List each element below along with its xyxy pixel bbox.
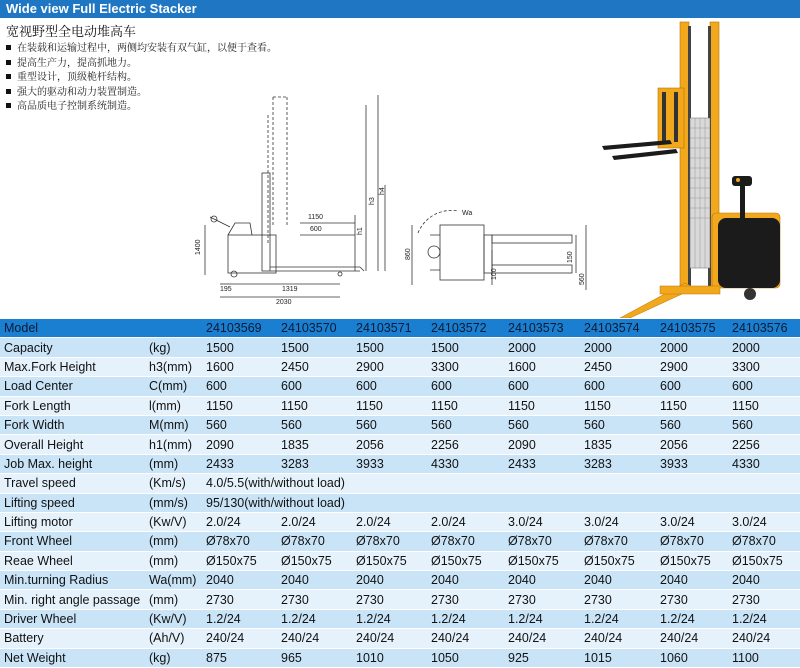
value-cell: 1.2/24: [427, 609, 504, 628]
table-row: [0, 512, 800, 531]
dim-label-2030: 2030: [276, 299, 292, 306]
value-cell: 240/24: [728, 629, 800, 648]
model-number-cell: 24103573: [504, 319, 580, 338]
value-cell: 2730: [277, 590, 352, 609]
value-cell: 3283: [277, 454, 352, 473]
table-row: [0, 338, 800, 357]
value-cell: 2040: [277, 571, 352, 590]
unit-cell: (mm): [145, 532, 202, 551]
unit-cell: (Km/s): [145, 474, 202, 493]
bullet-square-icon: [6, 45, 11, 50]
feature-item: 强大的驱动和动力装置制造。: [6, 86, 277, 101]
feature-item: 重型设计，顶级桅杆结构。: [6, 71, 277, 86]
table-row: [0, 435, 800, 454]
value-cell: 925: [504, 648, 580, 667]
unit-cell: (Kw/V): [145, 609, 202, 628]
row-label-cell: Fork Width: [0, 415, 145, 434]
value-cell: 2730: [202, 590, 277, 609]
unit-cell: (mm): [145, 454, 202, 473]
value-cell: 560: [352, 415, 427, 434]
value-cell: 3300: [728, 357, 800, 376]
value-cell: 2040: [580, 571, 656, 590]
value-cell: 1835: [580, 435, 656, 454]
value-cell: 1600: [202, 357, 277, 376]
value-cell: 560: [580, 415, 656, 434]
unit-cell: l(mm): [145, 396, 202, 415]
value-cell: 1100: [728, 648, 800, 667]
model-number-cell: 24103576: [728, 319, 800, 338]
value-cell: 2730: [427, 590, 504, 609]
dim-label-600: 600: [310, 226, 322, 233]
value-cell: 1150: [202, 396, 277, 415]
dim-label-h3: h3: [369, 197, 376, 205]
dim-label-1400: 1400: [195, 239, 202, 255]
value-cell: 560: [277, 415, 352, 434]
value-cell: 1500: [427, 338, 504, 357]
value-cell: 1500: [352, 338, 427, 357]
dim-label-150: 150: [567, 251, 574, 263]
value-cell: 2.0/24: [427, 512, 504, 531]
value-cell: 3.0/24: [728, 512, 800, 531]
value-cell: 600: [352, 377, 427, 396]
value-cell: 1.2/24: [352, 609, 427, 628]
value-cell: 1.2/24: [580, 609, 656, 628]
value-cell: 2040: [202, 571, 277, 590]
unit-cell: Wa(mm): [145, 571, 202, 590]
unit-cell: (mm): [145, 590, 202, 609]
value-cell: 3.0/24: [656, 512, 728, 531]
value-cell: 560: [202, 415, 277, 434]
value-cell: 4330: [427, 454, 504, 473]
value-cell: Ø78x70: [728, 532, 800, 551]
model-number-cell: 24103569: [202, 319, 277, 338]
value-cell: 3300: [427, 357, 504, 376]
value-cell: 1835: [277, 435, 352, 454]
value-cell: Ø150x75: [202, 551, 277, 570]
header-label-cell: Model: [0, 319, 145, 338]
value-cell: 560: [427, 415, 504, 434]
bullet-square-icon: [6, 74, 11, 79]
value-cell: 600: [202, 377, 277, 396]
value-cell: Ø78x70: [656, 532, 728, 551]
table-row: [0, 493, 800, 512]
value-cell: 1150: [504, 396, 580, 415]
unit-cell: (kg): [145, 338, 202, 357]
spec-table: [0, 319, 800, 668]
value-cell: 2056: [656, 435, 728, 454]
unit-cell: C(mm): [145, 377, 202, 396]
model-number-cell: 24103571: [352, 319, 427, 338]
value-cell: Ø78x70: [504, 532, 580, 551]
row-label-cell: Lifting motor: [0, 512, 145, 531]
dim-label-wa: Wa: [462, 210, 473, 217]
row-label-cell: Driver Wheel: [0, 609, 145, 628]
value-cell: 2090: [202, 435, 277, 454]
dim-label-1319: 1319: [282, 286, 298, 293]
value-cell: 3933: [352, 454, 427, 473]
side-view-drawing: [205, 95, 385, 297]
feature-item: 提高生产力，提高抓地力。: [6, 57, 277, 72]
table-row: [0, 571, 800, 590]
value-cell: Ø150x75: [656, 551, 728, 570]
value-cell: 2040: [427, 571, 504, 590]
value-cell: 1010: [352, 648, 427, 667]
value-cell: 2433: [202, 454, 277, 473]
value-cell: Ø78x70: [352, 532, 427, 551]
value-cell: 240/24: [427, 629, 504, 648]
chinese-title: 宽视野型全电动堆高车: [6, 25, 137, 40]
value-cell: 1150: [277, 396, 352, 415]
feature-item: 在装载和运输过程中，两侧均安装有双气缸，以便于查看。: [6, 42, 277, 57]
unit-cell: (Ah/V): [145, 629, 202, 648]
dim-label-560: 560: [579, 273, 586, 285]
row-label-cell: Min. right angle passage: [0, 590, 145, 609]
row-label-cell: Capacity: [0, 338, 145, 357]
value-cell: 2056: [352, 435, 427, 454]
value-cell: 240/24: [352, 629, 427, 648]
value-cell: Ø150x75: [580, 551, 656, 570]
dim-label-1150: 1150: [308, 214, 324, 221]
value-cell: 600: [656, 377, 728, 396]
dim-label-195: 195: [220, 286, 232, 293]
value-cell: 2000: [580, 338, 656, 357]
header-unit-cell: [145, 319, 202, 338]
stacker-machine: [602, 22, 780, 318]
value-cell: 2433: [504, 454, 580, 473]
value-cell: 2000: [656, 338, 728, 357]
value-cell: Ø150x75: [427, 551, 504, 570]
row-label-cell: Min.turning Radius: [0, 571, 145, 590]
bullet-square-icon: [6, 103, 11, 108]
row-label-cell: Lifting speed: [0, 493, 145, 512]
value-cell: 2.0/24: [277, 512, 352, 531]
value-cell: 1.2/24: [277, 609, 352, 628]
value-cell: 1150: [580, 396, 656, 415]
value-cell: 2090: [504, 435, 580, 454]
unit-cell: h1(mm): [145, 435, 202, 454]
unit-cell: M(mm): [145, 415, 202, 434]
value-cell: 4330: [728, 454, 800, 473]
value-cell: 1060: [656, 648, 728, 667]
value-cell: 240/24: [656, 629, 728, 648]
value-cell: 560: [504, 415, 580, 434]
value-cell: 560: [728, 415, 800, 434]
value-cell: Ø78x70: [580, 532, 656, 551]
bullet-square-icon: [6, 60, 11, 65]
row-label-cell: Battery: [0, 629, 145, 648]
table-row: [0, 474, 800, 493]
value-cell: 2730: [728, 590, 800, 609]
unit-cell: (mm): [145, 551, 202, 570]
value-cell: 1.2/24: [504, 609, 580, 628]
value-cell: 1150: [352, 396, 427, 415]
row-label-cell: Max.Fork Height: [0, 357, 145, 376]
value-cell: 2040: [352, 571, 427, 590]
spanned-value-cell: 95/130(with/without load): [202, 493, 800, 512]
technical-drawings: [190, 85, 590, 310]
value-cell: 240/24: [202, 629, 277, 648]
value-cell: 600: [728, 377, 800, 396]
model-number-cell: 24103570: [277, 319, 352, 338]
value-cell: 240/24: [504, 629, 580, 648]
value-cell: 1500: [202, 338, 277, 357]
row-label-cell: Load Center: [0, 377, 145, 396]
value-cell: 2.0/24: [352, 512, 427, 531]
value-cell: 1150: [427, 396, 504, 415]
table-row: [0, 590, 800, 609]
value-cell: 2000: [504, 338, 580, 357]
value-cell: 1015: [580, 648, 656, 667]
value-cell: Ø150x75: [728, 551, 800, 570]
dim-label-860: 860: [405, 248, 412, 260]
value-cell: 560: [656, 415, 728, 434]
dim-label-100: 100: [491, 268, 498, 280]
value-cell: 1150: [656, 396, 728, 415]
value-cell: 600: [427, 377, 504, 396]
value-cell: 2040: [656, 571, 728, 590]
value-cell: 1.2/24: [202, 609, 277, 628]
value-cell: 1500: [277, 338, 352, 357]
page-title: Wide view Full Electric Stacker: [6, 1, 197, 16]
table-row: [0, 415, 800, 434]
value-cell: 1050: [427, 648, 504, 667]
title-bar: [0, 0, 800, 18]
table-row: [0, 648, 800, 667]
value-cell: 2730: [656, 590, 728, 609]
model-number-cell: 24103572: [427, 319, 504, 338]
stacker-photo: [600, 18, 800, 318]
row-label-cell: Travel speed: [0, 474, 145, 493]
table-row: [0, 454, 800, 473]
unit-cell: (mm/s): [145, 493, 202, 512]
value-cell: 2.0/24: [202, 512, 277, 531]
value-cell: 2730: [580, 590, 656, 609]
table-row: [0, 357, 800, 376]
value-cell: 600: [277, 377, 352, 396]
row-label-cell: Overall Height: [0, 435, 145, 454]
value-cell: 965: [277, 648, 352, 667]
unit-cell: (Kw/V): [145, 512, 202, 531]
value-cell: 3933: [656, 454, 728, 473]
table-row: [0, 377, 800, 396]
table-header-row: [0, 319, 800, 338]
table-row: [0, 551, 800, 570]
value-cell: 2040: [728, 571, 800, 590]
value-cell: 2450: [580, 357, 656, 376]
value-cell: 240/24: [580, 629, 656, 648]
value-cell: Ø78x70: [202, 532, 277, 551]
value-cell: 2450: [277, 357, 352, 376]
row-label-cell: Net Weight: [0, 648, 145, 667]
value-cell: 3283: [580, 454, 656, 473]
value-cell: 2900: [656, 357, 728, 376]
value-cell: 2900: [352, 357, 427, 376]
value-cell: 1.2/24: [656, 609, 728, 628]
table-row: [0, 609, 800, 628]
row-label-cell: Reae Wheel: [0, 551, 145, 570]
row-label-cell: Fork Length: [0, 396, 145, 415]
value-cell: 2256: [728, 435, 800, 454]
unit-cell: (kg): [145, 648, 202, 667]
feature-item: 高品质电子控制系统制造。: [6, 100, 277, 115]
bullet-square-icon: [6, 89, 11, 94]
table-row: [0, 532, 800, 551]
model-number-cell: 24103574: [580, 319, 656, 338]
table-row: [0, 629, 800, 648]
value-cell: 1.2/24: [728, 609, 800, 628]
value-cell: 3.0/24: [504, 512, 580, 531]
value-cell: 600: [580, 377, 656, 396]
value-cell: Ø78x70: [427, 532, 504, 551]
value-cell: 875: [202, 648, 277, 667]
spanned-value-cell: 4.0/5.5(with/without load): [202, 474, 800, 493]
drawing-dimension-labels: [195, 187, 586, 306]
value-cell: 240/24: [277, 629, 352, 648]
value-cell: 600: [504, 377, 580, 396]
value-cell: Ø78x70: [277, 532, 352, 551]
top-view-drawing: [412, 210, 586, 290]
value-cell: 1600: [504, 357, 580, 376]
row-label-cell: Job Max. height: [0, 454, 145, 473]
dim-label-h4: h4: [379, 187, 386, 195]
value-cell: Ø150x75: [277, 551, 352, 570]
value-cell: 2730: [352, 590, 427, 609]
value-cell: 1150: [728, 396, 800, 415]
value-cell: 2000: [728, 338, 800, 357]
table-row: [0, 396, 800, 415]
value-cell: 2256: [427, 435, 504, 454]
value-cell: 3.0/24: [580, 512, 656, 531]
model-number-cell: 24103575: [656, 319, 728, 338]
unit-cell: h3(mm): [145, 357, 202, 376]
value-cell: 2040: [504, 571, 580, 590]
value-cell: Ø150x75: [352, 551, 427, 570]
value-cell: 2730: [504, 590, 580, 609]
value-cell: Ø150x75: [504, 551, 580, 570]
dim-label-h1: h1: [357, 227, 364, 235]
row-label-cell: Front Wheel: [0, 532, 145, 551]
